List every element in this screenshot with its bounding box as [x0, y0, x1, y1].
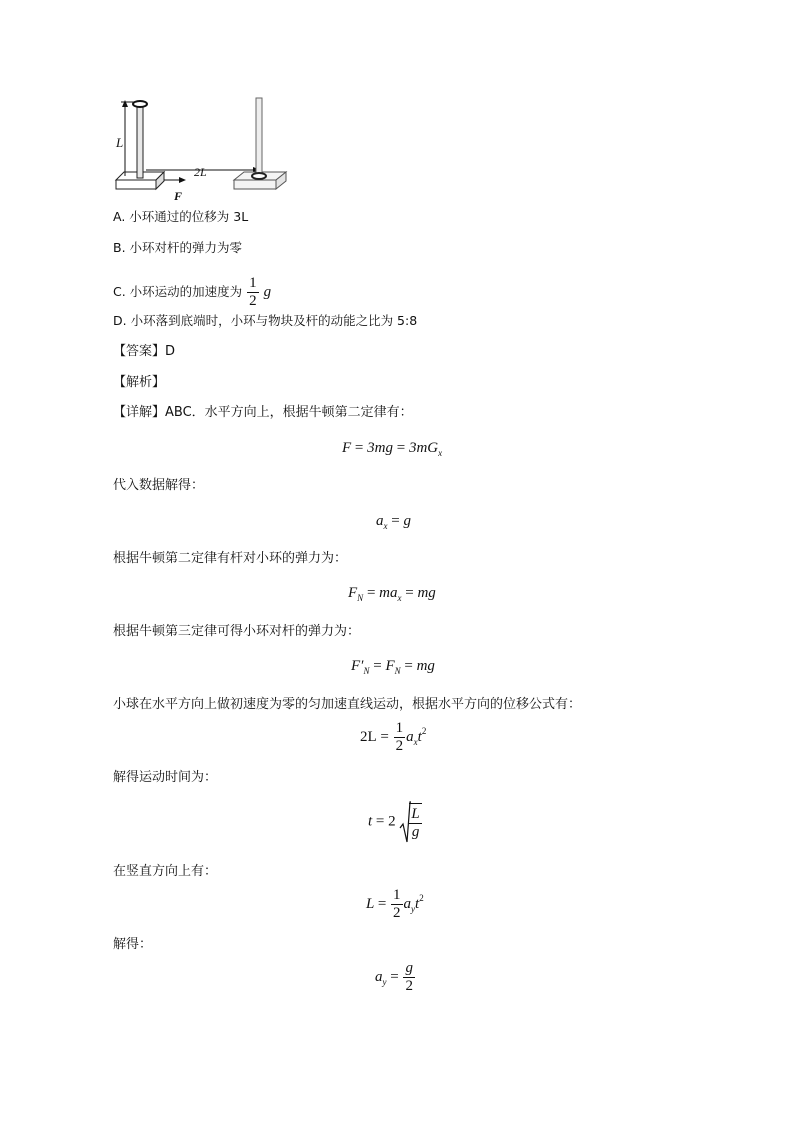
option-a: A. 小环通过的位移为 3L [113, 209, 249, 224]
equation-5: 2L = $\frac{1}{2}$ $a_xt^2$ [360, 720, 427, 754]
text-3: 根据牛顿第二定律有杆对小环的弹力为： [113, 551, 348, 566]
option-c-fraction [247, 275, 259, 310]
option-c [113, 275, 271, 310]
option-c-text: C. 小环运动的加速度为 [113, 284, 243, 299]
option-c-var: g [263, 284, 272, 300]
fraction-denominator: 2 [249, 293, 257, 309]
text-2: 代入数据解得： [113, 478, 205, 493]
option-b: B. 小环对杆的弹力为零 [113, 240, 243, 255]
option-d: D. 小环落到底端时，小环与物块及杆的动能之比为 5:8 [113, 313, 418, 328]
answer: 【答案】D [113, 344, 176, 359]
physics-figure [112, 92, 292, 204]
text-8: 解得： [113, 937, 153, 952]
label-F: F [174, 189, 183, 203]
equation-7: L = $\frac{1}{2}$ $a_yt^2$ [366, 887, 424, 921]
analysis-heading: 【解析】 [113, 375, 166, 390]
text-4: 根据牛顿第三定律可得小环对杆的弹力为： [113, 624, 361, 639]
equation-3: $F_N = ma_x$ = mg [348, 585, 436, 603]
equation-8: $a_y$ = $\frac{g}{2}$ [375, 960, 413, 994]
detail-text: 【详解】ABC．水平方向上，根据牛顿第二定律有： [113, 405, 413, 420]
equation-6: t = 2 $\frac{L}{g}$ [368, 800, 423, 844]
equation-2: $a_x = g$ [376, 513, 411, 531]
text-5: 小球在水平方向上做初速度为零的匀加速直线运动，根据水平方向的位移公式有： [113, 697, 582, 712]
equation-1: $F = 3mg = 3mG_x$ [342, 440, 443, 458]
right-rod-apparatus [234, 98, 286, 189]
label-L: L [116, 135, 124, 150]
text-6: 解得运动时间为： [113, 770, 218, 785]
equation-4: $F'_N = F_N$ = mg [351, 658, 435, 676]
label-2L: 2L [194, 165, 207, 179]
fraction-numerator: 1 [249, 275, 257, 291]
text-7: 在竖直方向上有： [113, 864, 218, 879]
